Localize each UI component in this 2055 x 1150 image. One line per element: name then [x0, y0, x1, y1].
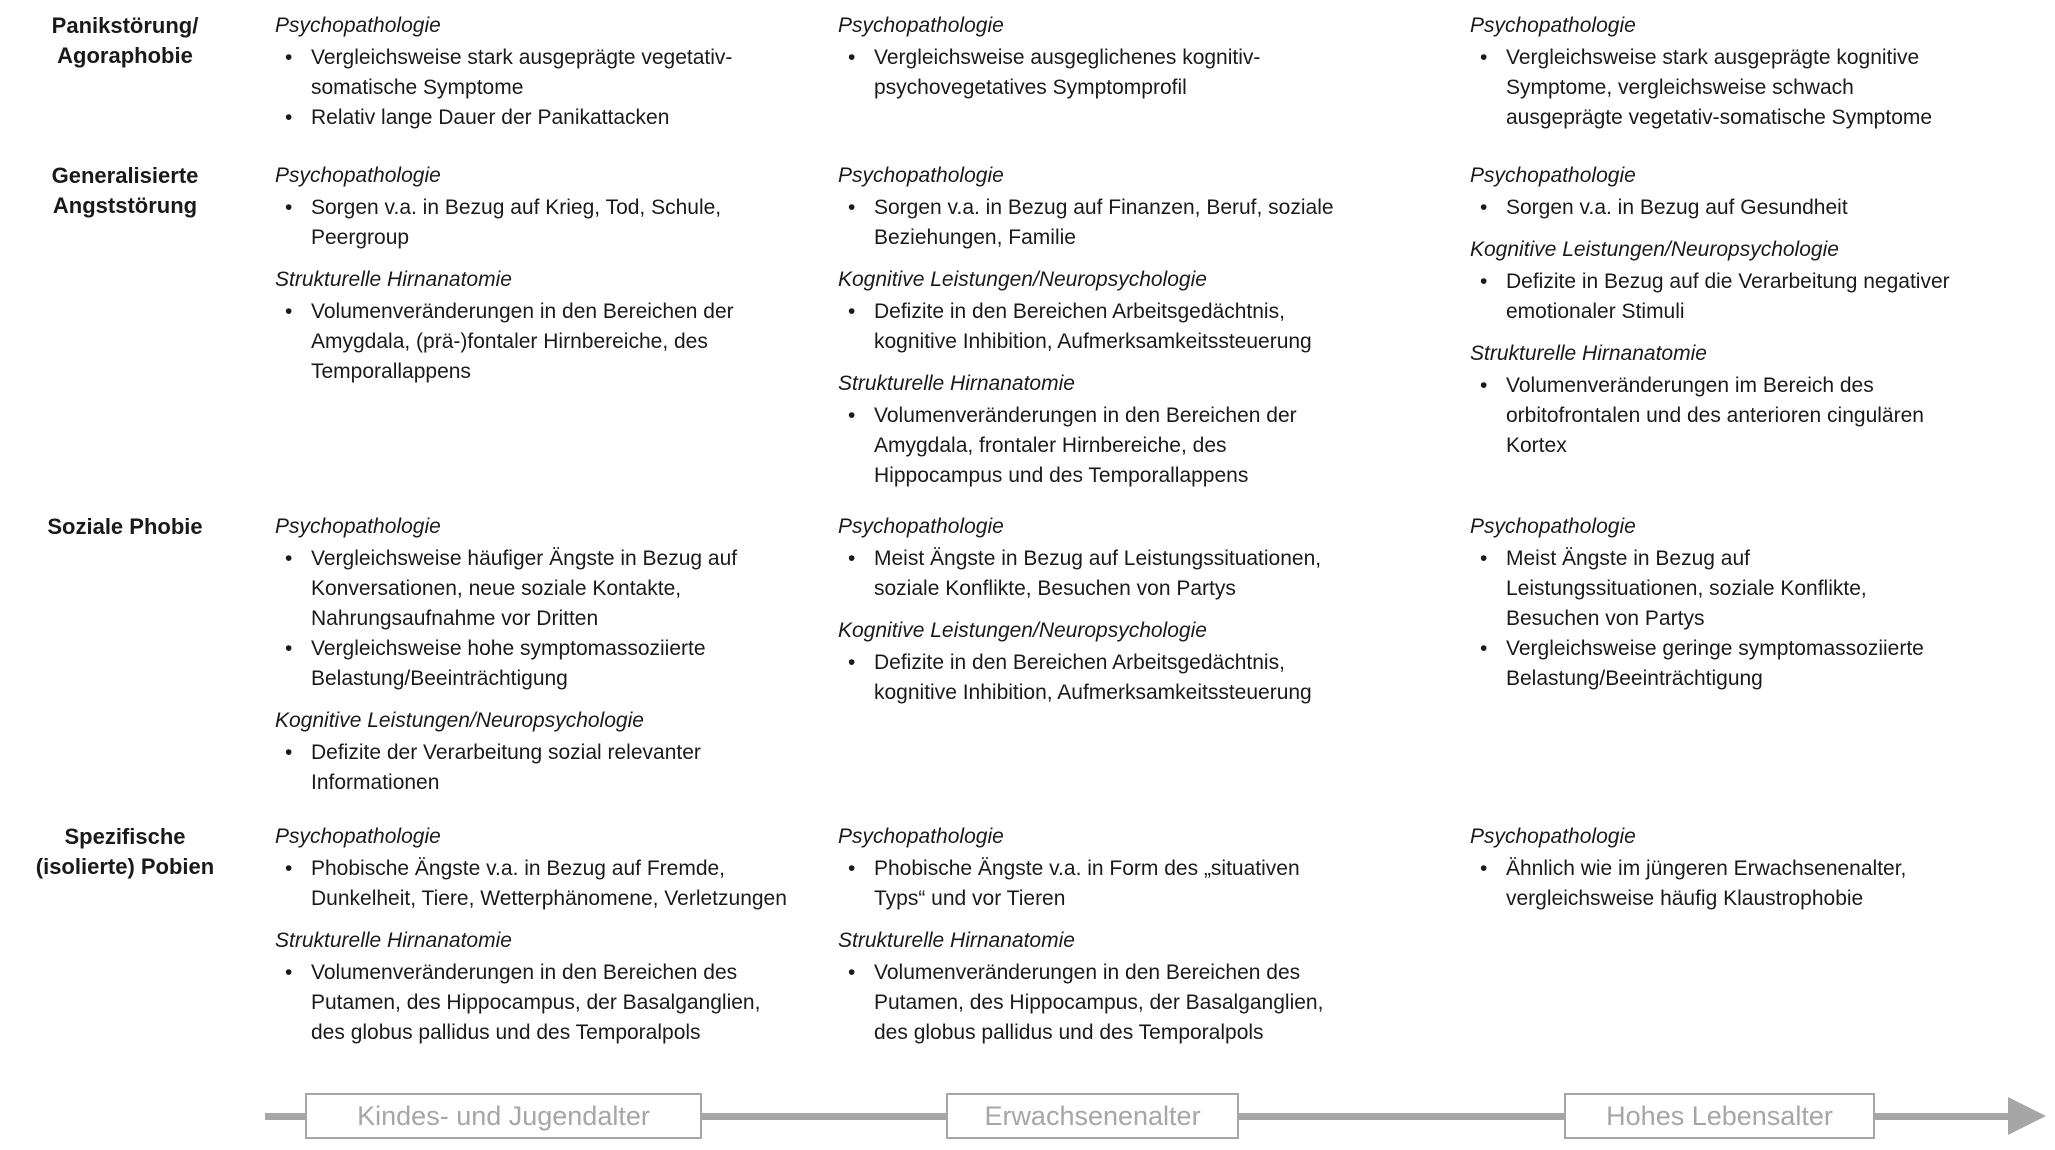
cell: [250, 3, 830, 153]
section-heading: Kognitive Leistungen/Neuropsychologie: [1470, 238, 1839, 261]
figure-grid: [0, 3, 2055, 1056]
bullet-item: • Vergleichsweise häufiger Ängste in Bezug auf Konversationen, neue soziale Kontakte, Nahrungsaufnahme vor Dritten: [275, 544, 800, 634]
section: [838, 369, 1345, 491]
bullet-item: • Relativ lange Dauer der Panikattacken: [275, 103, 800, 133]
bullet-item: • Phobische Ängste v.a. in Bezug auf Fremde, Dunkelheit, Tiere, Wetterphänomene, Verletzungen: [275, 854, 800, 914]
section: [838, 616, 1345, 708]
bullet-item: • Phobische Ängste v.a. in Form des „situativen Typs“ und vor Tieren: [838, 854, 1345, 914]
bullet-item: • Meist Ängste in Bezug auf Leistungssituationen, soziale Konflikte, Besuchen von Partys: [1470, 544, 1950, 634]
section-heading: Psychopathologie: [275, 164, 441, 187]
row-label: Panikstörung/ Agoraphobie: [51, 13, 199, 68]
bullet-list: [1470, 193, 1950, 223]
section-heading: Kognitive Leistungen/Neuropsychologie: [275, 709, 644, 732]
cell: [1460, 153, 2055, 504]
bullet-item: • Defizite in den Bereichen Arbeitsgedächtnis, kognitive Inhibition, Aufmerksamkeitssteuerung: [838, 297, 1345, 357]
section: [1470, 161, 1950, 223]
section: [1470, 339, 1950, 461]
bullet-list: [838, 297, 1345, 357]
section-heading: Psychopathologie: [838, 515, 1004, 538]
bullet-item: • Sorgen v.a. in Bezug auf Finanzen, Beruf, soziale Beziehungen, Familie: [838, 193, 1345, 253]
stage-label: Hohes Lebensalter: [1606, 1101, 1833, 1131]
bullet-item: • Vergleichsweise hohe symptomassoziierte Belastung/Beeinträchtigung: [275, 634, 800, 694]
bullet-list: [1470, 43, 1950, 133]
section-heading: Psychopathologie: [1470, 515, 1636, 538]
cell: [830, 504, 1460, 814]
bullet-list: [275, 958, 800, 1048]
bullet-list: [838, 43, 1345, 103]
bullet-list: [838, 193, 1345, 253]
bullet-list: [1470, 267, 1950, 327]
bullet-item: • Meist Ängste in Bezug auf Leistungssituationen, soziale Konflikte, Besuchen von Partys: [838, 544, 1345, 604]
bullet-list: [275, 193, 800, 253]
stage-label: Erwachsenenalter: [984, 1101, 1201, 1131]
section: [838, 926, 1345, 1048]
row-label: Soziale Phobie: [47, 514, 203, 539]
section-heading: Psychopathologie: [838, 825, 1004, 848]
cell: [830, 153, 1460, 504]
stage-box-adulthood: [946, 1093, 1239, 1139]
cell: [830, 3, 1460, 153]
cell: [250, 814, 830, 1056]
bullet-item: • Ähnlich wie im jüngeren Erwachsenenalter, vergleichsweise häufig Klaustrophobie: [1470, 854, 1950, 914]
bullet-list: [275, 738, 800, 798]
row-label: Generalisierte Angststörung: [51, 163, 199, 218]
section: [275, 822, 800, 914]
bullet-item: • Defizite in den Bereichen Arbeitsgedächtnis, kognitive Inhibition, Aufmerksamkeitssteuerung: [838, 648, 1345, 708]
section-heading: Psychopathologie: [275, 14, 441, 37]
section: [838, 161, 1345, 253]
section-heading: Psychopathologie: [838, 14, 1004, 37]
section: [1470, 235, 1950, 327]
stage-box-childhood: [305, 1093, 702, 1139]
section: [275, 706, 800, 798]
bullet-list: [275, 544, 800, 694]
cell: [830, 814, 1460, 1056]
section: [275, 926, 800, 1048]
bullet-list: [838, 401, 1345, 491]
cell: [1460, 814, 2055, 1056]
bullet-item: • Volumenveränderungen in den Bereichen der Amygdala, frontaler Hirnbereiche, des Hippocampus und des Temporallappens: [838, 401, 1345, 491]
section: [838, 822, 1345, 914]
section-heading: Psychopathologie: [275, 515, 441, 538]
bullet-item: • Volumenveränderungen im Bereich des orbitofrontalen und des anterioren cingulären Kortex: [1470, 371, 1950, 461]
section-heading: Strukturelle Hirnanatomie: [275, 929, 512, 952]
section: [1470, 11, 1950, 133]
stage-box-old-age: [1564, 1093, 1875, 1139]
bullet-list: [1470, 854, 1950, 914]
timeline: [0, 1090, 2055, 1142]
section: [275, 11, 800, 133]
section-heading: Strukturelle Hirnanatomie: [1470, 342, 1707, 365]
bullet-item: • Volumenveränderungen in den Bereichen des Putamen, des Hippocampus, der Basalganglien, des globus pallidus und des Temporalpols: [275, 958, 800, 1048]
bullet-item: • Vergleichsweise ausgeglichenes kognitiv-psychovegetatives Symptomprofil: [838, 43, 1345, 103]
bullet-list: [838, 854, 1345, 914]
cell: [1460, 504, 2055, 814]
bullet-list: [275, 297, 800, 387]
bullet-list: [1470, 544, 1950, 694]
row-label: Spezifische (isolierte) Pobien: [35, 824, 215, 879]
cell: [250, 153, 830, 504]
section-heading: Psychopathologie: [1470, 14, 1636, 37]
bullet-list: [838, 958, 1345, 1048]
section: [838, 512, 1345, 604]
bullet-item: • Vergleichsweise geringe symptomassoziierte Belastung/Beeinträchtigung: [1470, 634, 1950, 694]
section: [1470, 512, 1950, 694]
section: [275, 512, 800, 694]
bullet-list: [1470, 371, 1950, 461]
bullet-item: • Sorgen v.a. in Bezug auf Gesundheit: [1470, 193, 1950, 223]
section-heading: Strukturelle Hirnanatomie: [275, 268, 512, 291]
section-heading: Psychopathologie: [275, 825, 441, 848]
section-heading: Psychopathologie: [838, 164, 1004, 187]
section-heading: Strukturelle Hirnanatomie: [838, 929, 1075, 952]
arrow-right-icon: [2008, 1097, 2046, 1135]
section: [838, 11, 1345, 103]
cell: [1460, 3, 2055, 153]
stage-label: Kindes- und Jugendalter: [357, 1101, 650, 1131]
section: [275, 161, 800, 253]
bullet-list: [838, 544, 1345, 604]
cell: [250, 504, 830, 814]
bullet-list: [275, 854, 800, 914]
bullet-item: • Volumenveränderungen in den Bereichen der Amygdala, (prä-)fontaler Hirnbereiche, des Temporallappens: [275, 297, 800, 387]
bullet-item: • Volumenveränderungen in den Bereichen des Putamen, des Hippocampus, der Basalganglien, des globus pallidus und des Temporalpols: [838, 958, 1345, 1048]
section: [1470, 822, 1950, 914]
bullet-item: • Defizite in Bezug auf die Verarbeitung negativer emotionaler Stimuli: [1470, 267, 1950, 327]
section-heading: Psychopathologie: [1470, 825, 1636, 848]
section-heading: Psychopathologie: [1470, 164, 1636, 187]
bullet-item: • Sorgen v.a. in Bezug auf Krieg, Tod, Schule, Peergroup: [275, 193, 800, 253]
section-heading: Kognitive Leistungen/Neuropsychologie: [838, 268, 1207, 291]
section: [275, 265, 800, 387]
bullet-item: • Vergleichsweise stark ausgeprägte kognitive Symptome, vergleichsweise schwach ausgeprägte vegetativ-somatische Symptome: [1470, 43, 1950, 133]
section: [838, 265, 1345, 357]
section-heading: Kognitive Leistungen/Neuropsychologie: [838, 619, 1207, 642]
bullet-list: [838, 648, 1345, 708]
bullet-list: [275, 43, 800, 133]
bullet-item: • Vergleichsweise stark ausgeprägte vegetativ-somatische Symptome: [275, 43, 800, 103]
section-heading: Strukturelle Hirnanatomie: [838, 372, 1075, 395]
bullet-item: • Defizite der Verarbeitung sozial relevanter Informationen: [275, 738, 800, 798]
